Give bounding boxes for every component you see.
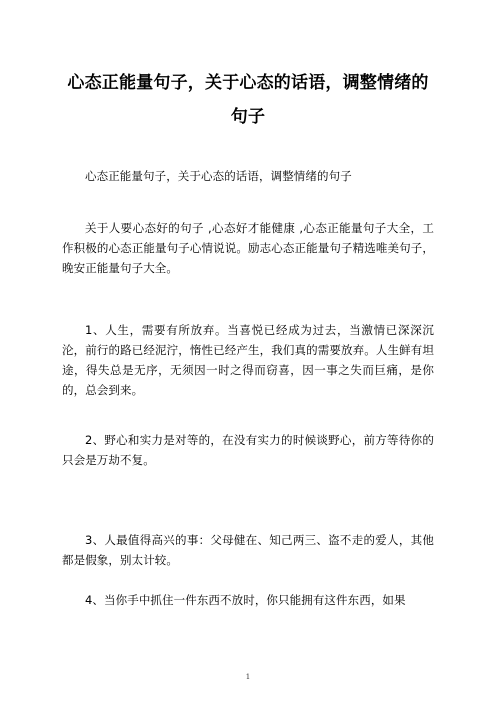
quote-paragraph-1: 1、人生，需要有所放弃。当喜悦已经成为过去，当激情已深深沉沦，前行的路已经泥泞，惰性已经产生，我们真的需要放弃。人生鲜有坦途，得失总是无序，无须因一时之得而窃喜，因一事之失而巨痛，是你的，总会到来。 (62, 323, 434, 397)
quote-paragraph-2: 2、野心和实力是对等的，在没有实力的时候谈野心，前方等待你的只会是万劫不复。 (62, 433, 434, 467)
intro-paragraph: 关于人要心态好的句子 ,心态好才能健康 ,心态正能量句子大全，工作积极的心态正能量句子心情说说。励志心态正能量句子精选唯美句子，晚安正能量句子大全。 (62, 221, 434, 275)
subtitle-paragraph: 心态正能量句子，关于心态的话语，调整情绪的句子 (85, 169, 352, 183)
quote-paragraph-4: 4、当你手中抓住一件东西不放时，你只能拥有这件东西，如果 (85, 593, 406, 607)
quote-paragraph-3: 3、人最值得高兴的事：父母健在、知己两三、盗不走的爱人，其他都是假象，别太计较。 (62, 533, 434, 567)
document-title: 心态正能量句子，关于心态的话语，调整情绪的句子 (67, 73, 429, 127)
page-number: 1 (245, 673, 251, 681)
